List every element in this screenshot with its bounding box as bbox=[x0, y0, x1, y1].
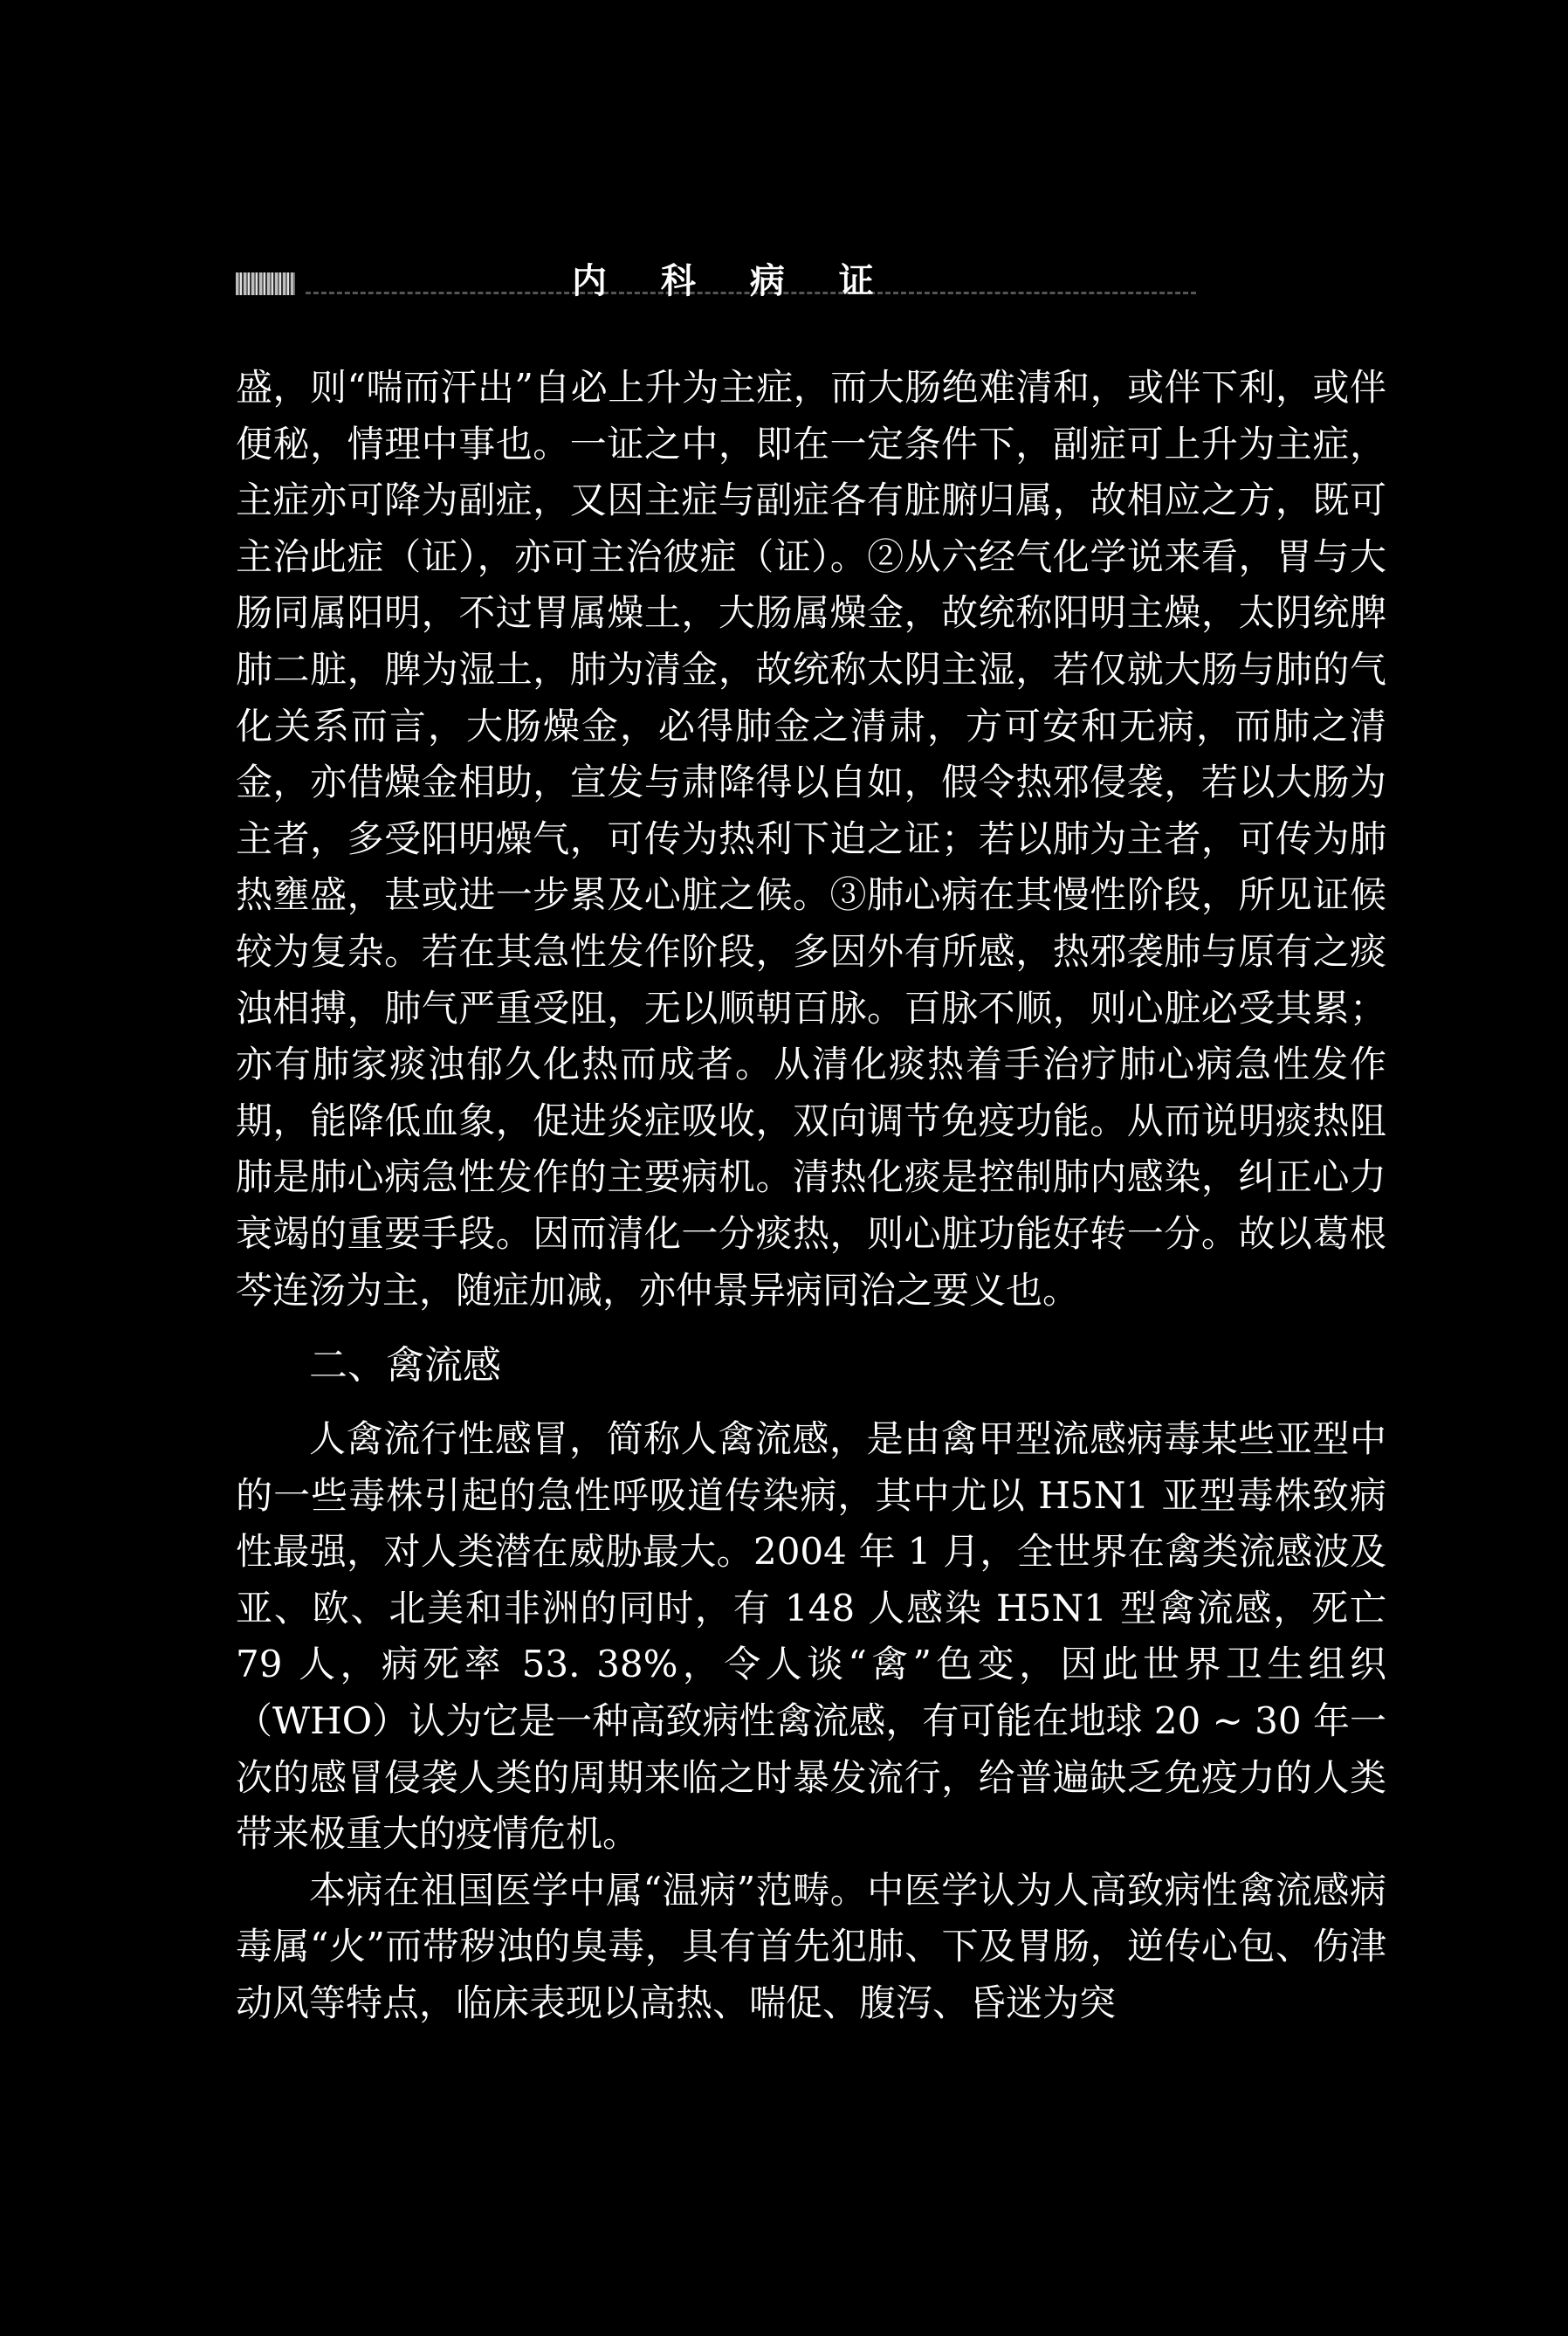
body-text bbox=[236, 360, 1386, 2032]
paragraph-1: 盛，则“喘而汗出”自必上升为主症，而大肠绝难清和，或伴下利，或伴便秘，情理中事也。一证之中，即在一定条件下，副症可上升为主症，主症亦可降为副症，又因主症与副症各有脏腑归属，故相应之方，既可主治此症（证），亦可主治彼症（证）。②从六经气化学说来看，胃与大肠同属阳明，不过胃属燥土，大肠属燥金，故统称阳明主燥，太阴统脾肺二脏，脾为湿土，肺为清金，故统称太阴主湿，若仅就大肠与肺的气化关系而言，大肠燥金，必得肺金之清肃，方可安和无病，而肺之清金，亦借燥金相助，宣发与肃降得以自如，假令热邪侵袭，若以大肠为主者，多受阳明燥气，可传为热利下迫之证；若以肺为主者，可传为肺热壅盛，甚或进一步累及心脏之候。③肺心病在其慢性阶段，所见证候较为复杂。若在其急性发作阶段，多因外有所感，热邪袭肺与原有之痰浊相搏，肺气严重受阻，无以顺朝百脉。百脉不顺，则心脏必受其累；亦有肺家痰浊郁久化热而成者。从清化痰热着手治疗肺心病急性发作期，能降低血象，促进炎症吸收，双向调节免疫功能。从而说明痰热阻肺是肺心病急性发作的主要病机。清热化痰是控制肺内感染，纠正心力衰竭的重要手段。因而清化一分痰热，则心脏功能好转一分。故以葛根芩连汤为主，随症加减，亦仲景异病同治之要义也。 bbox=[236, 366, 1386, 1312]
paragraph-2: 人禽流行性感冒，简称人禽流感，是由禽甲型流感病毒某些亚型中的一些毒株引起的急性呼吸道传染病，其中尤以 H5N1 亚型毒株致病性最强，对人类潜在威胁最大。2004 年 1 月，全世界在禽类流感波及亚、欧、北美和非洲的同时，有 148 人感染 H5N1 型禽流感，死亡 79 人，病死率 53. 38%，令人谈“禽”色变，因此世界卫生组织（WHO）认为它是一种高致病性禽流感，有可能在地球 20 ~ 30 年一次的感冒侵袭人类的周期来临之时暴发流行，给普遍缺乏免疫力的人类带来极重大的疫情危机。 bbox=[236, 1417, 1386, 1856]
running-header bbox=[236, 253, 1397, 314]
header-title: 内 科 病 证 bbox=[572, 260, 895, 301]
header-ornament bbox=[236, 272, 295, 295]
section-heading: 二、禽流感 bbox=[309, 1343, 501, 1389]
paragraph-3: 本病在祖国医学中属“温病”范畴。中医学认为人高致病性禽流感病毒属“火”而带秽浊的臭毒，具有首先犯肺、下及胃肠，逆传心包、伤津动风等特点，临床表现以高热、喘促、腹泻、昏迷为突 bbox=[236, 1868, 1386, 2025]
